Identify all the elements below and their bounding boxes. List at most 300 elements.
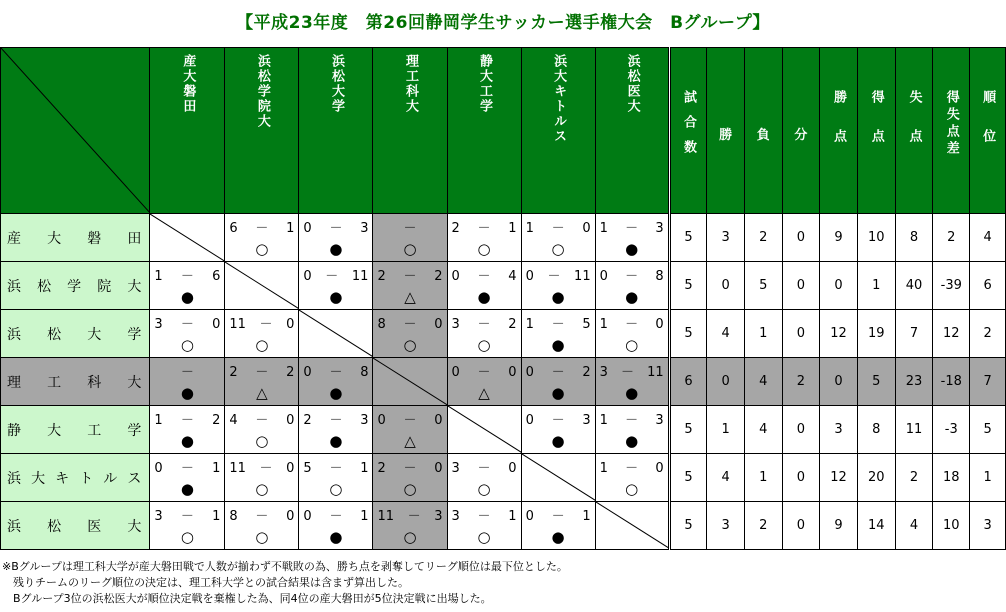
- stat-win: 0: [707, 358, 745, 406]
- match-result-cell: [521, 310, 595, 358]
- score-against: 0: [434, 460, 443, 476]
- score-for: 2: [377, 268, 386, 284]
- score-against: 2: [286, 364, 295, 380]
- team-row: [1, 262, 1006, 310]
- stat-lose: 5: [744, 262, 782, 310]
- score-for: 3: [451, 460, 460, 476]
- score-for: 1: [599, 412, 608, 428]
- match-result-cell: [150, 502, 225, 550]
- stat-games: 5: [669, 406, 707, 454]
- score-for: 11: [229, 460, 246, 476]
- score-sep: －: [403, 412, 417, 428]
- result-mark: ●: [329, 287, 343, 306]
- stat-draw: 0: [782, 454, 820, 502]
- team-column-label: 静大工学: [477, 54, 493, 114]
- team-name: [1, 324, 149, 344]
- match-score: [150, 414, 224, 428]
- stat-win: 0: [707, 262, 745, 310]
- stat-ga: 23: [895, 358, 933, 406]
- match-score: [225, 510, 298, 524]
- stat-rank: 3: [970, 502, 1006, 550]
- team-name-char: 学: [127, 422, 142, 439]
- score-against: 3: [582, 412, 591, 428]
- result-mark: ●: [329, 239, 343, 258]
- team-name: [1, 276, 149, 296]
- stat-gf: 19: [857, 310, 895, 358]
- score-for: 1: [599, 316, 608, 332]
- score-sep: －: [551, 508, 565, 524]
- score-for: 1: [525, 220, 534, 236]
- result-mark: ○: [403, 479, 417, 498]
- result-mark: ○: [403, 335, 417, 354]
- score-against: 1: [508, 220, 517, 236]
- team-name-char: 医: [87, 518, 102, 535]
- stat-header-label: 順位: [980, 90, 996, 168]
- stat-points: 3: [820, 406, 858, 454]
- match-result-cell: [447, 262, 521, 310]
- stat-header-label: 負: [756, 128, 770, 143]
- stat-ga: 7: [895, 310, 933, 358]
- score-for: 1: [599, 460, 608, 476]
- score-for: 1: [154, 412, 163, 428]
- score-sep: －: [625, 316, 639, 332]
- match-result-cell: [373, 454, 447, 502]
- score-sep: －: [255, 508, 269, 524]
- score-sep: －: [477, 460, 491, 476]
- match-score: [150, 270, 224, 284]
- score-sep: －: [329, 460, 343, 476]
- result-mark: ○: [255, 335, 269, 354]
- match-result-cell: [447, 502, 521, 550]
- note-line: Bグループ3位の浜松医大が順位決定戦を棄権した為、同4位の産大磐田が5位決定戦に出場した。: [2, 592, 492, 605]
- score-sep: －: [403, 220, 417, 236]
- score-sep: －: [621, 364, 635, 380]
- score-sep: －: [325, 268, 339, 284]
- diagonal-cell: [447, 406, 521, 454]
- score-sep: －: [329, 412, 343, 428]
- score-for: 0: [303, 268, 312, 284]
- match-result-cell: [595, 262, 669, 310]
- match-result-cell: [225, 406, 299, 454]
- stat-ga: 4: [895, 502, 933, 550]
- team-row-header: [1, 262, 150, 310]
- match-result-cell: [521, 214, 595, 262]
- team-name-char: 大: [127, 374, 142, 391]
- match-result-cell: [595, 214, 669, 262]
- score-against: 0: [655, 460, 664, 476]
- result-mark: ○: [625, 335, 639, 354]
- stat-header-label: 試合数: [680, 90, 696, 165]
- match-score: [596, 318, 668, 332]
- match-score: [522, 510, 595, 524]
- stat-gf: 1: [857, 262, 895, 310]
- stat-points: 9: [820, 214, 858, 262]
- stat-header-label: 勝点: [831, 90, 847, 168]
- stat-ga: 11: [895, 406, 933, 454]
- team-column-header: [373, 48, 447, 214]
- match-score: [225, 222, 298, 236]
- score-sep: －: [625, 268, 639, 284]
- score-sep: －: [477, 316, 491, 332]
- stat-games: 5: [669, 454, 707, 502]
- stat-gd: 2: [933, 214, 970, 262]
- team-row-header: [1, 454, 150, 502]
- score-for: 3: [451, 316, 460, 332]
- match-score: [522, 270, 595, 284]
- team-name: [1, 228, 149, 248]
- result-mark: ●: [329, 431, 343, 450]
- corner-cell: [1, 48, 150, 214]
- stat-gd: 12: [933, 310, 970, 358]
- score-sep: －: [403, 268, 417, 284]
- score-sep: －: [551, 316, 565, 332]
- score-for: 11: [229, 316, 246, 332]
- stat-header-rank: [970, 48, 1006, 214]
- team-row: [1, 310, 1006, 358]
- match-score: [373, 318, 446, 332]
- team-name-char: キ: [55, 470, 70, 487]
- stat-lose: 4: [744, 358, 782, 406]
- score-against: 1: [286, 220, 295, 236]
- score-for: 6: [229, 220, 238, 236]
- team-name-char: 学: [127, 326, 142, 343]
- match-result-cell: [595, 358, 669, 406]
- result-mark: △: [256, 383, 268, 402]
- stat-lose: 1: [744, 310, 782, 358]
- match-score: [373, 462, 446, 476]
- match-result-cell: [595, 406, 669, 454]
- match-score: [522, 366, 595, 380]
- score-against: 0: [508, 364, 517, 380]
- stat-win: 4: [707, 310, 745, 358]
- team-name-char: ト: [79, 470, 94, 487]
- stat-points: 9: [820, 502, 858, 550]
- team-name-char: 学: [67, 278, 82, 295]
- stat-gd: 10: [933, 502, 970, 550]
- stat-header-label: 得点: [868, 90, 884, 168]
- stat-gd: -3: [933, 406, 970, 454]
- stat-header-gf: [857, 48, 895, 214]
- team-name-char: 浜: [7, 470, 21, 487]
- team-row-header: [1, 214, 150, 262]
- result-mark: ●: [625, 287, 639, 306]
- team-name-char: 大: [31, 470, 46, 487]
- score-for: 3: [154, 508, 163, 524]
- score-for: 0: [303, 508, 312, 524]
- match-score: [522, 222, 595, 236]
- match-score: [448, 366, 521, 380]
- score-for: 0: [525, 412, 534, 428]
- team-column-label: 浜大キトルス: [551, 54, 567, 144]
- score-for: 1: [154, 268, 163, 284]
- match-result-cell: [447, 454, 521, 502]
- stat-header-label: 得失点差: [943, 90, 959, 158]
- score-against: 2: [582, 364, 591, 380]
- match-score: [225, 462, 298, 476]
- stat-games: 5: [669, 214, 707, 262]
- match-score: [150, 366, 224, 380]
- team-name: [1, 372, 149, 392]
- team-column-label: 産大磐田: [180, 54, 196, 114]
- match-result-cell: [521, 262, 595, 310]
- match-score: [299, 510, 372, 524]
- score-against: 11: [647, 364, 664, 380]
- result-mark: ●: [551, 527, 565, 546]
- stat-gd: 18: [933, 454, 970, 502]
- match-score: [448, 510, 521, 524]
- score-sep: －: [625, 460, 639, 476]
- score-against: 0: [286, 316, 295, 332]
- stat-rank: 4: [970, 214, 1006, 262]
- note-line: ※Bグループは理工科大学が産大磐田戦で人数が揃わず不戦敗の為、勝ち点を剥奪してリーグ順位は最下位とした。: [2, 560, 568, 573]
- team-name-char: 静: [7, 422, 21, 439]
- stat-lose: 1: [744, 454, 782, 502]
- score-sep: －: [180, 508, 194, 524]
- match-score: [448, 222, 521, 236]
- score-against: 1: [508, 508, 517, 524]
- team-column-label: 浜松大学: [328, 54, 344, 114]
- result-mark: ○: [477, 335, 491, 354]
- score-against: 0: [286, 460, 295, 476]
- result-mark: ○: [403, 239, 417, 258]
- team-column-header: [299, 48, 373, 214]
- stat-header-gd: [933, 48, 970, 214]
- match-score: [299, 414, 372, 428]
- score-against: 2: [434, 268, 443, 284]
- stat-gd: -39: [933, 262, 970, 310]
- score-for: 4: [229, 412, 238, 428]
- team-row-header: [1, 310, 150, 358]
- match-result-cell: [150, 262, 225, 310]
- result-mark: ○: [403, 527, 417, 546]
- stat-ga: 2: [895, 454, 933, 502]
- result-mark: ●: [625, 383, 639, 402]
- stat-rank: 6: [970, 262, 1006, 310]
- result-mark: ●: [551, 335, 565, 354]
- score-against: 0: [434, 412, 443, 428]
- team-name-char: 田: [127, 230, 142, 247]
- result-mark: ○: [477, 239, 491, 258]
- match-result-cell: [447, 214, 521, 262]
- score-against: 1: [360, 508, 369, 524]
- match-result-cell: [150, 454, 225, 502]
- match-score: [522, 318, 595, 332]
- score-for: 0: [451, 364, 460, 380]
- note-line: 残りチームのリーグ順位の決定は、理工科大学との試合結果は含まず算出した。: [2, 576, 409, 589]
- stat-draw: 2: [782, 358, 820, 406]
- match-score: [448, 270, 521, 284]
- stat-gf: 5: [857, 358, 895, 406]
- result-mark: ●: [625, 431, 639, 450]
- diagonal-cell: [225, 262, 299, 310]
- score-sep: －: [477, 508, 491, 524]
- match-result-cell: [299, 406, 373, 454]
- match-score: [596, 414, 668, 428]
- score-against: 2: [212, 412, 221, 428]
- stat-header-ga: [895, 48, 933, 214]
- score-sep: －: [551, 220, 565, 236]
- result-mark: △: [404, 287, 416, 306]
- score-for: 5: [303, 460, 312, 476]
- diagonal-cell: [521, 454, 595, 502]
- match-result-cell: [373, 310, 447, 358]
- score-for: 1: [525, 316, 534, 332]
- score-for: 0: [303, 364, 312, 380]
- result-mark: ●: [180, 383, 194, 402]
- result-mark: ○: [477, 479, 491, 498]
- match-score: [522, 414, 595, 428]
- score-against: 5: [582, 316, 591, 332]
- score-sep: －: [477, 268, 491, 284]
- result-mark: ○: [625, 479, 639, 498]
- match-result-cell: [225, 502, 299, 550]
- team-name: [1, 516, 149, 536]
- result-mark: ●: [329, 527, 343, 546]
- stat-points: 12: [820, 310, 858, 358]
- result-mark: ●: [551, 431, 565, 450]
- result-mark: ○: [477, 527, 491, 546]
- stat-ga: 8: [895, 214, 933, 262]
- score-against: 11: [574, 268, 591, 284]
- match-result-cell: [150, 358, 225, 406]
- match-score: [225, 414, 298, 428]
- stat-header-win: [707, 48, 745, 214]
- result-mark: ○: [329, 479, 343, 498]
- score-for: 2: [377, 460, 386, 476]
- team-name-char: ル: [103, 470, 118, 487]
- match-score: [299, 462, 372, 476]
- score-sep: －: [180, 412, 194, 428]
- score-against: 0: [655, 316, 664, 332]
- score-against: 11: [351, 268, 369, 284]
- result-mark: ●: [180, 431, 194, 450]
- stat-gf: 10: [857, 214, 895, 262]
- match-result-cell: [373, 406, 447, 454]
- match-score: [225, 366, 298, 380]
- score-sep: －: [407, 508, 421, 524]
- score-sep: －: [255, 364, 269, 380]
- result-mark: ○: [255, 527, 269, 546]
- team-column-label: 理工科大: [402, 54, 418, 114]
- notes: [2, 559, 568, 607]
- team-column-header: [521, 48, 595, 214]
- match-result-cell: [150, 406, 225, 454]
- team-row: [1, 502, 1006, 550]
- match-score: [373, 414, 446, 428]
- stat-draw: 0: [782, 262, 820, 310]
- match-score: [373, 222, 446, 236]
- score-sep: －: [180, 268, 194, 284]
- score-against: 1: [360, 460, 369, 476]
- diagonal-cell: [595, 502, 669, 550]
- score-against: 1: [212, 460, 221, 476]
- match-result-cell: [225, 454, 299, 502]
- score-against: 0: [434, 316, 443, 332]
- diagonal-cell: [150, 214, 225, 262]
- score-sep: －: [329, 508, 343, 524]
- result-mark: △: [478, 383, 490, 402]
- team-name-char: 科: [87, 374, 102, 391]
- team-name-char: 大: [127, 518, 142, 535]
- team-name-char: 大: [127, 278, 142, 295]
- score-against: 0: [582, 220, 591, 236]
- score-against: 2: [508, 316, 517, 332]
- team-name-char: 磐: [87, 230, 102, 247]
- score-sep: －: [180, 460, 194, 476]
- stat-games: 5: [669, 310, 707, 358]
- stat-games: 5: [669, 502, 707, 550]
- score-against: 3: [655, 412, 664, 428]
- match-score: [225, 318, 298, 332]
- match-result-cell: [299, 502, 373, 550]
- match-result-cell: [373, 502, 447, 550]
- team-name-char: 松: [47, 326, 62, 343]
- match-result-cell: [299, 262, 373, 310]
- match-result-cell: [447, 310, 521, 358]
- score-for: 0: [525, 364, 534, 380]
- score-sep: －: [403, 460, 417, 476]
- match-score: [150, 510, 224, 524]
- score-for: 2: [303, 412, 312, 428]
- score-for: 11: [377, 508, 395, 524]
- stat-header-games: [669, 48, 707, 214]
- stat-header-points: [820, 48, 858, 214]
- match-result-cell: [521, 358, 595, 406]
- stat-rank: 5: [970, 406, 1006, 454]
- score-sep: －: [255, 220, 269, 236]
- match-score: [299, 270, 372, 284]
- league-table: [0, 47, 1006, 550]
- team-row: [1, 406, 1006, 454]
- header-row: [1, 48, 1006, 214]
- score-sep: －: [551, 364, 565, 380]
- stat-rank: 7: [970, 358, 1006, 406]
- match-result-cell: [299, 358, 373, 406]
- match-score: [373, 510, 446, 524]
- stat-draw: 0: [782, 502, 820, 550]
- score-for: 0: [525, 508, 534, 524]
- result-mark: ●: [625, 239, 639, 258]
- stat-lose: 4: [744, 406, 782, 454]
- stat-header-label: 失点: [906, 90, 922, 168]
- score-for: 0: [154, 460, 163, 476]
- result-mark: △: [404, 431, 416, 450]
- match-score: [596, 462, 668, 476]
- result-mark: ○: [255, 239, 269, 258]
- stat-draw: 0: [782, 406, 820, 454]
- result-mark: ○: [255, 479, 269, 498]
- score-against: 1: [582, 508, 591, 524]
- score-against: 0: [508, 460, 517, 476]
- score-sep: －: [625, 412, 639, 428]
- score-against: 3: [360, 220, 369, 236]
- result-mark: ●: [329, 383, 343, 402]
- stat-header-label: 分: [794, 128, 808, 143]
- score-against: 0: [286, 508, 295, 524]
- score-sep: －: [259, 316, 273, 332]
- match-score: [448, 462, 521, 476]
- match-score: [596, 366, 668, 380]
- score-against: 8: [360, 364, 369, 380]
- team-name-char: 理: [7, 374, 21, 391]
- diagonal-cell: [373, 358, 447, 406]
- team-row: [1, 358, 1006, 406]
- stat-gf: 14: [857, 502, 895, 550]
- score-sep: －: [403, 316, 417, 332]
- result-mark: ●: [551, 383, 565, 402]
- stat-win: 1: [707, 406, 745, 454]
- stat-games: 6: [669, 358, 707, 406]
